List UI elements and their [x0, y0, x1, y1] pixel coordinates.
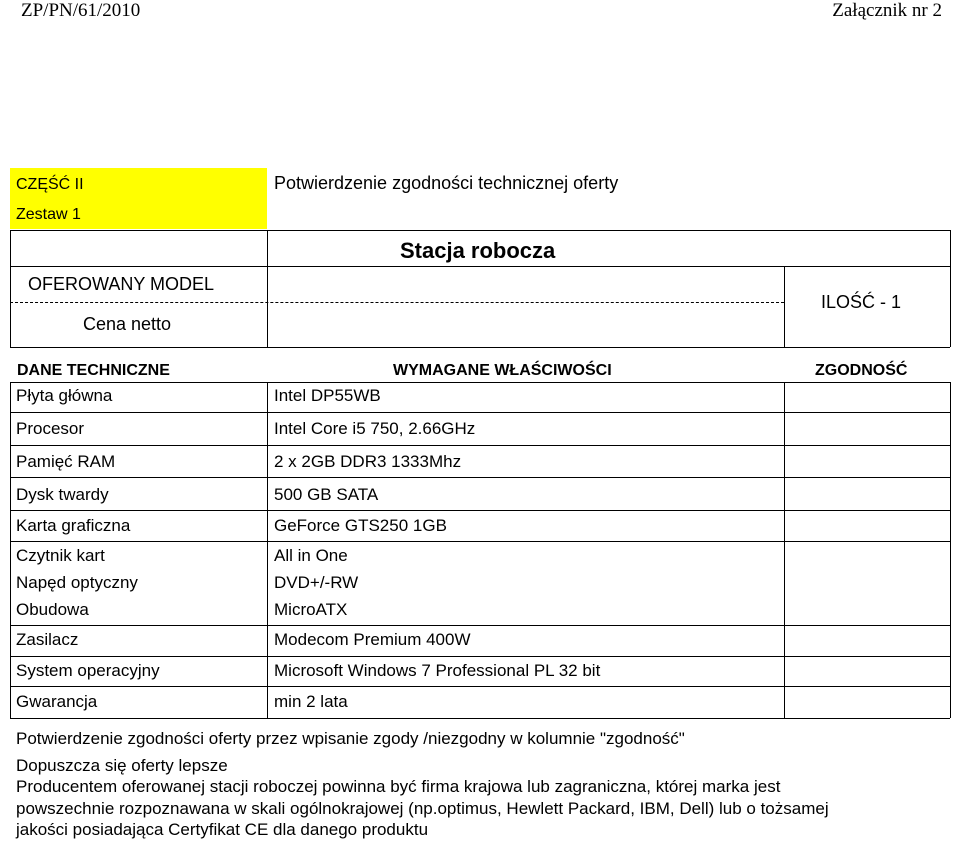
- table-bottom: [10, 718, 950, 719]
- station-title: Stacja robocza: [400, 238, 556, 263]
- spec-value: 2 x 2GB DDR3 1333Mhz: [274, 452, 462, 471]
- model-dashed-separator: [10, 302, 784, 303]
- model-block-right: [950, 230, 951, 347]
- spec-value: Microsoft Windows 7 Professional PL 32 bit: [274, 661, 601, 680]
- spec-value: GeForce GTS250 1GB: [274, 516, 447, 535]
- producer-note-line-2: powszechnie rozpoznawana w skali ogólnokrajowej (np.optimus, Hewlett Packard, IBM, Dell) lub o tożsamej: [16, 799, 829, 818]
- spec-label: Napęd optyczny: [16, 573, 138, 592]
- spec-value: Modecom Premium 400W: [274, 630, 471, 649]
- station-row-bottom: [10, 266, 950, 267]
- confirmation-note: Potwierdzenie zgodności oferty przez wpisanie zgody /niezgodny w kolumnie "zgodność": [16, 729, 685, 748]
- row-sep-5: [10, 541, 950, 542]
- set-number: Zestaw 1: [16, 206, 81, 223]
- attachment-label: Załącznik nr 2: [832, 0, 942, 21]
- col-header-compliance: ZGODNOŚĆ: [815, 362, 908, 379]
- col-header-required: WYMAGANE WŁAŚCIWOŚCI: [393, 362, 612, 379]
- spec-value: Intel Core i5 750, 2.66GHz: [274, 419, 476, 438]
- quantity-label: ILOŚĆ - 1: [821, 292, 902, 312]
- table-col-divider-1: [267, 382, 268, 718]
- spec-label: System operacyjny: [16, 661, 160, 680]
- producer-note-line-1: Producentem oferowanej stacji roboczej powinna być firma krajowa lub zagraniczna, której marka jest: [16, 777, 781, 796]
- page-title: Potwierdzenie zgodności technicznej oferty: [274, 173, 619, 193]
- document-reference: ZP/PN/61/2010: [21, 0, 141, 21]
- table-left: [10, 382, 11, 718]
- spec-label: Dysk twardy: [16, 485, 109, 504]
- spec-value: min 2 lata: [274, 692, 348, 711]
- better-offers-note: Dopuszcza się oferty lepsze: [16, 756, 228, 775]
- price-label: Cena netto: [83, 314, 172, 334]
- offered-model-label: OFEROWANY MODEL: [28, 274, 215, 294]
- spec-value: Intel DP55WB: [274, 386, 381, 405]
- spec-label: Procesor: [16, 419, 85, 438]
- spec-value: All in One: [274, 546, 348, 565]
- table-col-divider-2: [784, 382, 785, 718]
- row-sep-6: [10, 625, 950, 626]
- row-sep-4: [10, 510, 950, 511]
- col-header-tech: DANE TECHNICZNE: [17, 362, 170, 379]
- model-block-left: [10, 230, 11, 347]
- spec-label: Obudowa: [16, 600, 89, 619]
- model-block-divider: [267, 230, 268, 347]
- row-sep-1: [10, 412, 950, 413]
- spec-label: Gwarancja: [16, 692, 98, 711]
- table-right: [950, 382, 951, 718]
- model-block-top: [10, 230, 950, 231]
- producer-note-line-3: jakości posiadająca Certyfikat CE dla danego produktu: [16, 820, 429, 839]
- spec-label: Pamięć RAM: [16, 452, 116, 471]
- model-block-bottom: [10, 347, 950, 348]
- row-sep-8: [10, 686, 950, 687]
- spec-label: Czytnik kart: [16, 546, 105, 565]
- spec-label: Płyta główna: [16, 386, 113, 405]
- row-sep-2: [10, 445, 950, 446]
- row-sep-7: [10, 656, 950, 657]
- quantity-divider: [784, 266, 785, 347]
- spec-label: Zasilacz: [16, 630, 79, 649]
- spec-value: DVD+/-RW: [274, 573, 359, 592]
- row-sep-3: [10, 477, 950, 478]
- table-top: [10, 382, 950, 383]
- spec-label: Karta graficzna: [16, 516, 131, 535]
- spec-value: MicroATX: [274, 600, 348, 619]
- spec-value: 500 GB SATA: [274, 485, 379, 504]
- part-number: CZĘŚĆ II: [16, 176, 84, 193]
